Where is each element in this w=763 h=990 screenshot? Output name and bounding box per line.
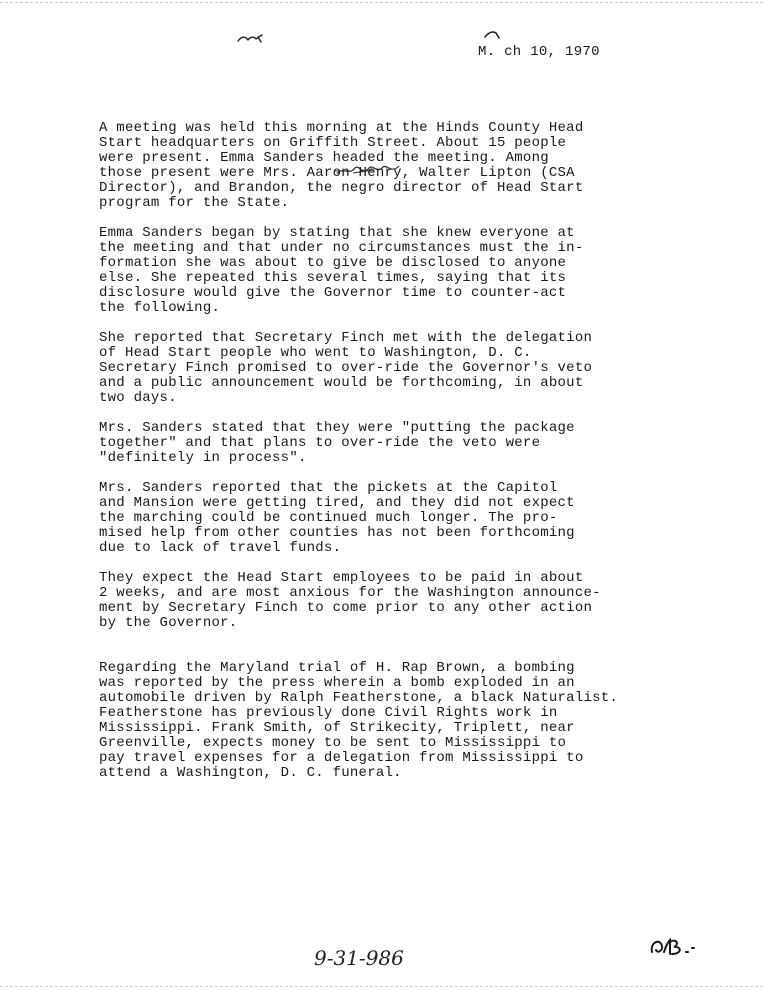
handwritten-tick-mark [484, 30, 500, 40]
document-date: M. ch 10, 1970 [478, 44, 600, 60]
paragraph-package: Mrs. Sanders stated that they were "putting the package together" and that plans to over-ride the veto were "definitely in process". [99, 420, 575, 466]
paragraph-employees-paid: They expect the Head Start employees to be paid in about 2 weeks, and are most anxious for the Washington announce- ment by Secretary Finch to come prior to any other action by the Governor. [99, 570, 601, 631]
handwritten-overwrite [333, 162, 405, 180]
handwritten-mark [236, 32, 264, 46]
bottom-dashed-edge [0, 986, 763, 987]
paragraph-sanders-disclosure: Emma Sanders began by stating that she knew everyone at the meeting and that under no circumstances must the in- formation she was about to give be disclosed to anyone else. She repeated this several times, saying that its disclosure would give the Governor time to counter-act the following. [99, 225, 584, 316]
paragraph-finch-veto: She reported that Secretary Finch met with the delegation of Head Start people who went to Washington, D. C. Secretary Finch promised to over-ride the Governor's veto and a public announcement would be forthcoming, in about two days. [99, 330, 593, 406]
paragraph-pickets: Mrs. Sanders reported that the pickets at the Capitol and Mansion were getting tired, and they did not expect the marching could be continued much longer. The pro- mised help from other counties has not been forthcoming due to lack of travel funds. [99, 480, 575, 556]
memo-body [99, 121, 659, 796]
top-dashed-edge [0, 2, 763, 3]
file-number-text: 9-31-986 [314, 946, 404, 970]
paragraph-rap-brown: Regarding the Maryland trial of H. Rap Brown, a bombing was reported by the press wherein a bomb exploded in an automobile driven by Ralph Featherstone, a black Naturalist. Featherstone has previously done Civil Rights work in Mississippi. Frank Smith, of Strikecity, Triplett, near Greenville, expects money to be sent to Mississippi to pay travel expenses for a delegation from Mississippi to attend a Washington, D. C. funeral. [99, 660, 619, 781]
paragraph-meeting: A meeting was held this morning at the Hinds County Head Start headquarters on Griffith Street. About 15 people were present. Emma Sanders headed the meeting. Among those present were Mrs. Aaron Henry, Walter Lipton (CSA Director), and Brandon, the negro director of Head Start program for the State. [99, 120, 584, 211]
handwritten-initials [648, 932, 704, 962]
handwritten-file-number [312, 943, 432, 973]
